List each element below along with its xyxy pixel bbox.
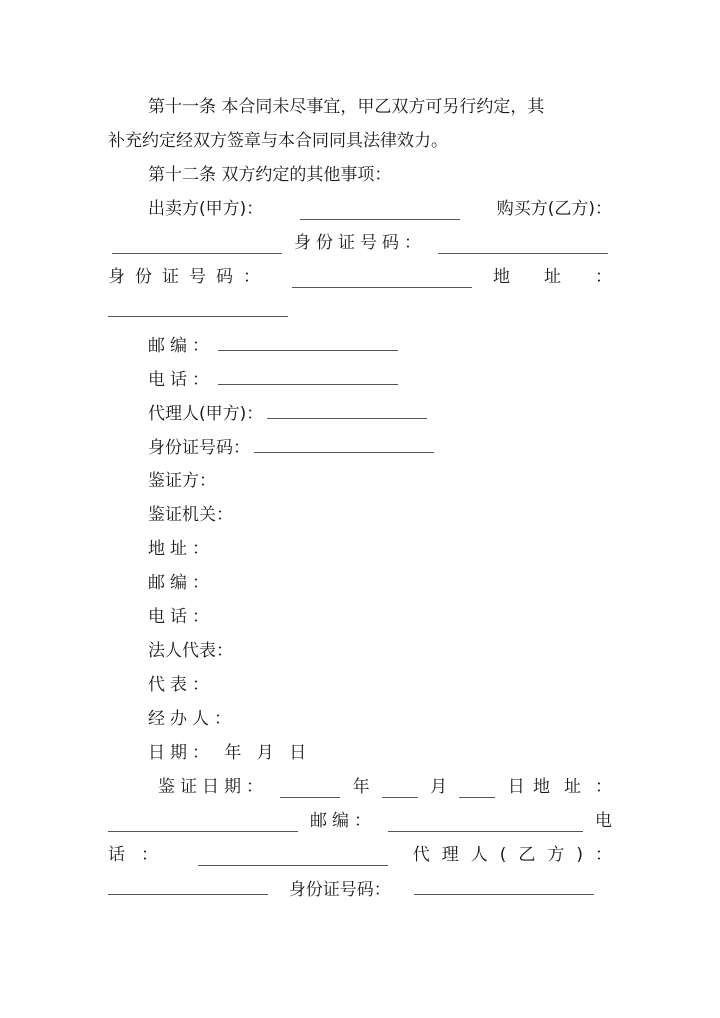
- id-number-label: 身份证号码：: [294, 233, 426, 253]
- phone-blank[interactable]: [218, 368, 398, 385]
- agent-a-label: 代理人(甲方)：: [148, 404, 264, 424]
- notary-day-blank[interactable]: [459, 781, 495, 798]
- address-row: 地址：: [148, 539, 214, 559]
- bottom-postcode-blank[interactable]: [388, 815, 583, 832]
- bottom-phone-part2: 话：: [108, 845, 174, 865]
- bottom-agent-b-label: 代理人(乙方)：: [412, 845, 624, 865]
- bottom-phone-part1: 电: [595, 811, 612, 831]
- phone2-row: 电话：: [148, 607, 214, 627]
- bottom-id-blank[interactable]: [414, 878, 594, 895]
- notary-day-label: 日: [507, 777, 525, 797]
- party-b-id-blank[interactable]: [438, 237, 608, 254]
- phone-row: [148, 368, 612, 391]
- agent-a-row: [148, 402, 612, 425]
- postcode-label: 邮编：: [148, 336, 214, 356]
- bottom-postcode-row: [108, 810, 612, 832]
- notary-date-label: 鉴证日期：: [158, 777, 268, 797]
- phone-label: 电话：: [148, 370, 214, 390]
- agent-a-blank[interactable]: [267, 402, 427, 419]
- bottom-postcode-label: 邮编：: [310, 811, 376, 831]
- notary-year-blank[interactable]: [280, 781, 340, 798]
- bottom-phone-blank[interactable]: [198, 849, 388, 866]
- notary-date-row: [158, 776, 626, 798]
- postcode-blank[interactable]: [218, 334, 398, 351]
- party-b-id-row: [108, 232, 612, 254]
- postcode2-row: 邮编：: [148, 573, 214, 593]
- bottom-id-row: [108, 878, 612, 901]
- address-blank[interactable]: [108, 300, 288, 317]
- bottom-id-label: 身份证号码：: [288, 880, 391, 900]
- article-12: 第十二条 双方约定的其他事项：: [148, 165, 392, 185]
- notary-year-label: 年: [352, 777, 370, 797]
- id-address-row: [108, 266, 646, 288]
- id-number-blank[interactable]: [292, 271, 472, 288]
- handler-row: 经办人：: [148, 709, 236, 729]
- address-blank-row: [108, 300, 612, 323]
- notary-month-blank[interactable]: [382, 781, 418, 798]
- notary-row: 鉴证方：: [148, 471, 216, 491]
- postcode-row: [148, 334, 612, 357]
- notary-address-label: 地址：: [532, 777, 626, 797]
- agent-b-blank[interactable]: [108, 878, 268, 895]
- article-11-line2: 补充约定经双方签章与本合同同具法律效力。: [108, 131, 448, 151]
- representative-row: 代表：: [148, 675, 214, 695]
- party-a-label: 出卖方(甲方)：: [148, 199, 264, 219]
- bottom-address-blank[interactable]: [108, 815, 298, 832]
- id-number-spaced-label: 身份证号码：: [108, 267, 270, 287]
- notary-office-row: 鉴证机关：: [148, 505, 233, 525]
- party-a-blank[interactable]: [300, 203, 460, 220]
- address-spaced-label: 地址：: [493, 267, 646, 287]
- party-b-blank[interactable]: [112, 237, 282, 254]
- party-b-label: 购买方(乙方)：: [496, 199, 612, 219]
- agent-a-id-blank[interactable]: [254, 436, 434, 453]
- agent-a-id-label: 身份证号码：: [148, 438, 250, 458]
- date-row: 日期： 年 月 日: [148, 743, 312, 763]
- bottom-phone-row: [108, 844, 624, 866]
- notary-month-label: 月: [430, 777, 448, 797]
- legal-rep-row: 法人代表：: [148, 641, 233, 661]
- article-11-line1: 第十一条 本合同未尽事宜，甲乙双方可另行约定，其: [148, 97, 545, 117]
- parties-row: [148, 198, 612, 220]
- agent-a-id-row: [148, 436, 612, 459]
